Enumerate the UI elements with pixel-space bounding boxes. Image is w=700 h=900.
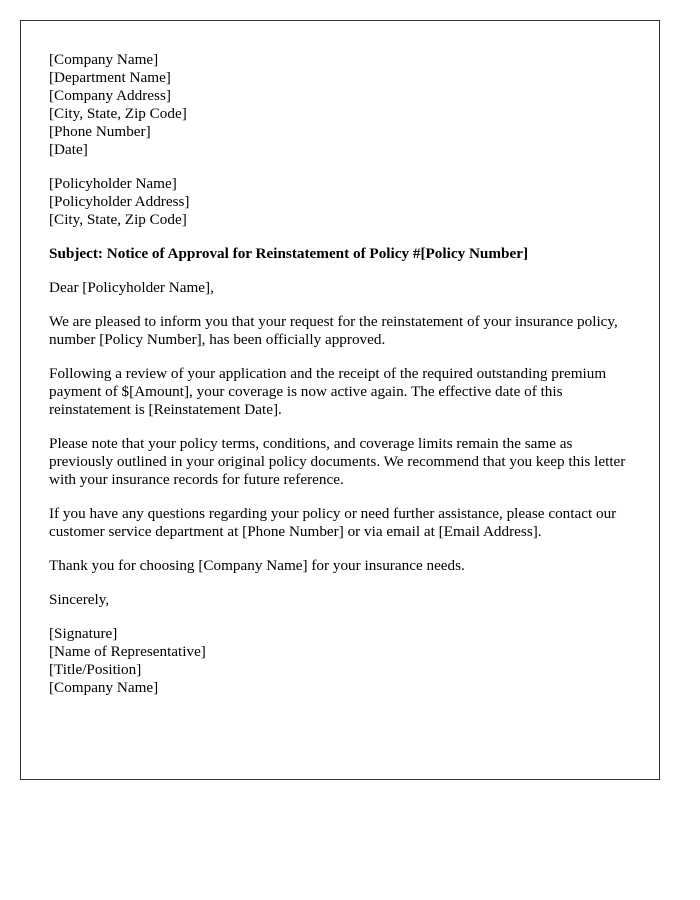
sender-phone-number: [Phone Number] — [49, 123, 151, 140]
letter-date: [Date] — [49, 141, 88, 158]
signature-block — [49, 625, 631, 697]
body-paragraph: If you have any questions regarding your policy or need further assistance, please contact our customer service department at [Phone Number] or via email at [Email Address]. — [49, 505, 617, 540]
letter-subject: Subject: Notice of Approval for Reinstatement of Policy #[Policy Number] — [49, 245, 529, 262]
sender-company-name: [Company Name] — [49, 51, 159, 68]
representative-title: [Title/Position] — [49, 661, 142, 678]
representative-name: [Name of Representative] — [49, 643, 206, 660]
body-paragraph: We are pleased to inform you that your request for the reinstatement of your insurance policy, number [Policy Number], has been officially approved. — [49, 313, 618, 348]
sender-company-address: [Company Address] — [49, 87, 171, 104]
sender-address-block — [49, 51, 631, 159]
recipient-address: [Policyholder Address] — [49, 193, 190, 210]
recipient-city-state-zip: [City, State, Zip Code] — [49, 211, 187, 228]
body-paragraph: Please note that your policy terms, conditions, and coverage limits remain the same as previously outlined in your original policy documents. We recommend that you keep this letter with your insurance records for future reference. — [49, 435, 626, 488]
sender-department-name: [Department Name] — [49, 69, 171, 86]
body-paragraph: Following a review of your application and the receipt of the required outstanding premium payment of $[Amount], your coverage is now active again. The effective date of this reinstatement is [Reinstatement Date]. — [49, 365, 607, 418]
recipient-name: [Policyholder Name] — [49, 175, 177, 192]
signature-company-name: [Company Name] — [49, 679, 159, 696]
signature: [Signature] — [49, 625, 118, 642]
recipient-address-block — [49, 175, 631, 229]
closing: Sincerely, — [49, 591, 110, 608]
body-paragraph: Thank you for choosing [Company Name] for your insurance needs. — [49, 557, 465, 574]
letter-page — [20, 20, 660, 780]
sender-city-state-zip: [City, State, Zip Code] — [49, 105, 187, 122]
salutation: Dear [Policyholder Name], — [49, 279, 214, 296]
